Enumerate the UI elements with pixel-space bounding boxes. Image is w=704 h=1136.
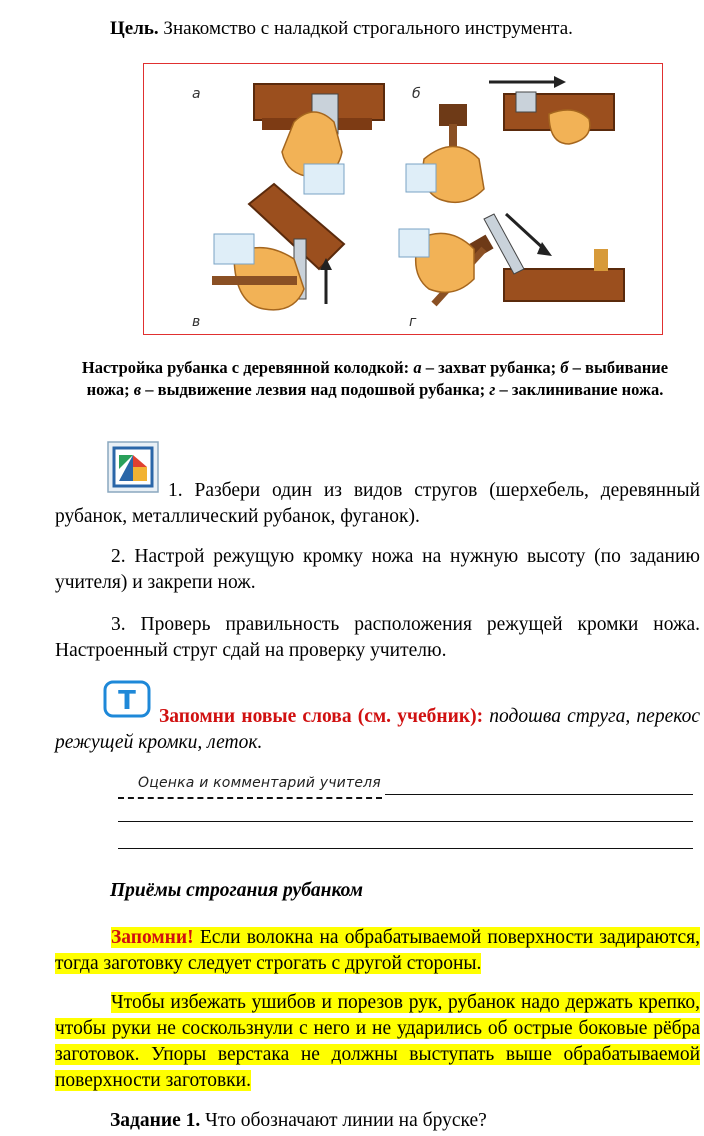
task-1-label: Задание 1. [110,1110,201,1131]
remember-text: Если волокна на обрабатываемой поверхности задираются, тогда заготовку следует строгать с другой стороны. [55,927,700,974]
svg-text:б: б [412,86,421,102]
task-item-2: 2. Настрой режущую кромку ножа на нужную высоту (по заданию учителя) и закрепи нож. [55,546,700,593]
section-title: Приёмы строгания рубанком [110,880,364,901]
remember-words [55,704,700,756]
teacher-comment-line-2 [118,821,693,822]
panel-b-illustration [406,76,614,202]
figure-caption: Настройка рубанка с деревянной колодкой: а – захват рубанка; б – выбивание ножа; в – выдвижение лезвия над подошвой рубанка; г – заклинивание ножа. [81,358,669,399]
svg-text:в: в [192,314,201,330]
teacher-comment-line-1 [385,794,693,795]
task-1 [110,1110,487,1132]
safety-paragraph [55,990,700,1094]
teacher-comment-dashed-line [118,797,382,799]
panel-g-illustration [399,214,624,304]
task-item-3: 3. Проверь правильность расположения режущей кромки ножа. Настроенный струг сдай на проверку учителю. [55,614,700,661]
plane-illustration [144,64,664,336]
svg-text:а: а [192,86,201,102]
panel-a-illustration [254,84,384,194]
teacher-comment-line-3 [118,848,693,849]
plane-setup-figure [143,63,663,335]
goal-label: Цель. [110,18,159,39]
remember-label: Запомни! [111,927,194,948]
svg-text:г: г [409,314,417,330]
svg-text:Т: Т [118,686,136,716]
teacher-comment-label: Оценка и комментарий учителя [138,775,381,791]
task-item-1: 1. Разбери один из видов стругов (шерхебель, деревянный рубанок, металлический рубанок, фуганок). [55,480,700,527]
goal-text: Знакомство с наладкой строгального инструмента. [163,18,573,39]
remember-words-label: Запомни новые слова (см. учебник): [159,706,484,727]
goal-line [110,18,573,40]
remember-note [55,925,700,977]
remember-words-list: подошва струга, перекос режущей кромки, леток. [55,706,701,753]
safety-text: Чтобы избежать ушибов и порезов рук, рубанок надо держать крепко, чтобы руки не соскользнули с него и не ударились об острые боковые рёбра заготовок. Упоры верстака не должны выступать выше обрабатываемой поверхности заготовки. [55,992,700,1091]
task-1-text: Что обозначают линии на бруске? [200,1110,487,1131]
panel-v-illustration [212,184,344,310]
